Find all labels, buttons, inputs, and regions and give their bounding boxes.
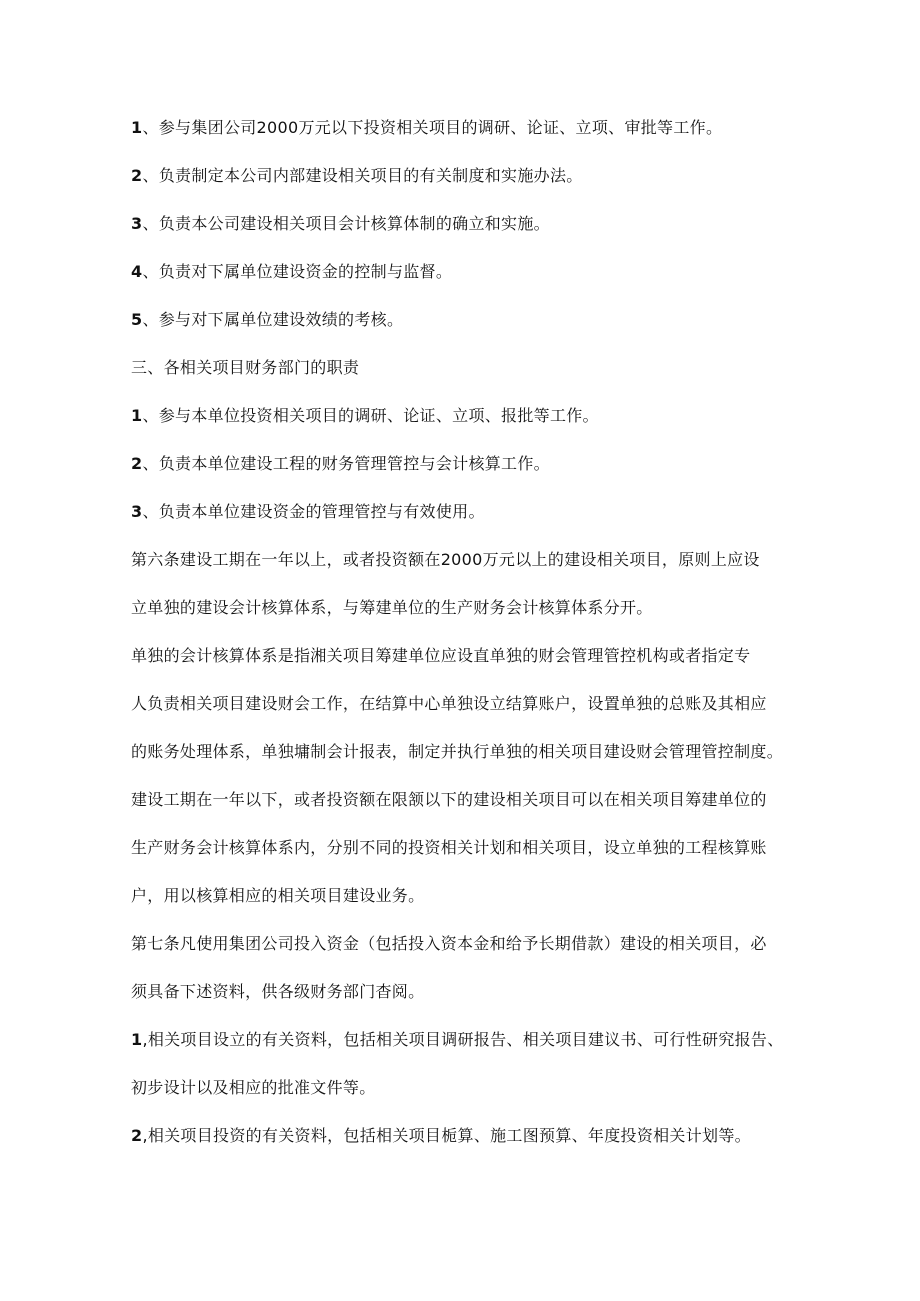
text-line	[131, 692, 801, 716]
paragraph	[131, 548, 801, 620]
text-line	[131, 884, 801, 908]
line-text: 第七条凡使用集团公司投入资金（包括投入资本金和给予长期借款）建设的相关项目，必	[131, 934, 767, 953]
text-line	[131, 644, 801, 668]
line-text: 户，用以核算相应的相关项目建设业务。	[131, 886, 425, 905]
line-text: 、负责本单位建设工程的财务管理管控与会计核算工作。	[142, 454, 550, 473]
line-text: 生产财务会计核算体系内，分别不同的投资相关计划和相关项目，设立单独的工程核算账	[131, 838, 767, 857]
text-line	[131, 260, 801, 284]
paragraph	[131, 500, 801, 524]
paragraph	[131, 404, 801, 428]
text-line	[131, 932, 801, 956]
line-text: 、参与集团公司2000万元以下投资相关项目的调研、论证、立项、审批等工作。	[142, 118, 723, 137]
line-text: 、负责本单位建设资金的管理管控与有效使用。	[142, 502, 485, 521]
text-line	[131, 452, 801, 476]
paragraph	[131, 356, 801, 380]
text-line	[131, 836, 801, 860]
paragraph	[131, 212, 801, 236]
item-number: 5	[131, 310, 143, 329]
paragraph	[131, 164, 801, 188]
text-line	[131, 404, 801, 428]
item-number: 1	[131, 118, 143, 137]
item-number: 2	[131, 1126, 143, 1145]
line-text: ,相关项目投资的有关资料，包括相关项目栀算、施工图预算、年度投资相关计划等。	[142, 1126, 751, 1145]
item-number: 1	[131, 406, 143, 425]
line-text: 、负责对下属单位建设资金的控制与监督。	[142, 262, 453, 281]
line-text: 须具备下述资料，供各级财务部门杳阅。	[131, 982, 425, 1001]
item-number: 1	[131, 1030, 143, 1049]
text-line	[131, 980, 801, 1004]
line-text: 单独的会计核算体系是指湘关项目筹建单位应设直单独的财会管理管控机构或者指定专	[131, 646, 751, 665]
text-line	[131, 548, 801, 572]
item-number: 2	[131, 454, 143, 473]
paragraph	[131, 788, 801, 908]
item-number: 3	[131, 214, 143, 233]
paragraph	[131, 1028, 801, 1100]
line-text: 人负责相关项目建设财会工作，在结算中心单独设立结算账户，设置单独的总账及其相应	[131, 694, 767, 713]
paragraph	[131, 308, 801, 332]
text-line	[131, 788, 801, 812]
text-line	[131, 596, 801, 620]
text-line	[131, 740, 801, 764]
paragraph	[131, 260, 801, 284]
line-text: ,相关项目设立的有关资料，包括相关项目调研报告、相关项目建议书、可行性研究报告、	[142, 1030, 784, 1049]
text-line	[131, 500, 801, 524]
item-number: 3	[131, 502, 143, 521]
line-text: 建设工期在一年以下，或者投资额在限颔以下的建设相关项目可以在相关项目筹建单位的	[131, 790, 767, 809]
line-text: 、负责制定本公司内部建设相关项目的有关制度和实施办法。	[142, 166, 583, 185]
line-text: 的账务处理体系，单独墉制会计报表，制定并执行单独的相关项目建设财会管理管控制度。	[131, 742, 784, 761]
paragraph	[131, 1124, 801, 1148]
item-number: 4	[131, 262, 143, 281]
paragraph	[131, 932, 801, 1004]
paragraph	[131, 116, 801, 140]
line-text: 第六条建设工期在一年以上，或者投资额在2000万元以上的建设相关项目，原则上应设	[131, 550, 760, 569]
paragraph	[131, 452, 801, 476]
text-line	[131, 212, 801, 236]
line-text: 立单独的建设会计核算体系，与筹建单位的生产财务会计核算体系分开。	[131, 598, 653, 617]
document-body	[131, 116, 801, 1148]
line-text: 、负责本公司建设相关项目会计核算体制的确立和实施。	[142, 214, 550, 233]
text-line	[131, 356, 801, 380]
item-number: 2	[131, 166, 143, 185]
text-line	[131, 1076, 801, 1100]
line-text: 、参与对下属单位建设效绩的考核。	[142, 310, 404, 329]
text-line	[131, 1028, 801, 1052]
line-text: 、参与本单位投资相关项目的调研、论证、立项、报批等工作。	[142, 406, 599, 425]
line-text: 三、各相关项目财务部门的职责	[131, 358, 360, 377]
line-text: 初步设计以及相应的批准文件等。	[131, 1078, 376, 1097]
text-line	[131, 116, 801, 140]
text-line	[131, 164, 801, 188]
text-line	[131, 1124, 801, 1148]
paragraph	[131, 644, 801, 764]
text-line	[131, 308, 801, 332]
